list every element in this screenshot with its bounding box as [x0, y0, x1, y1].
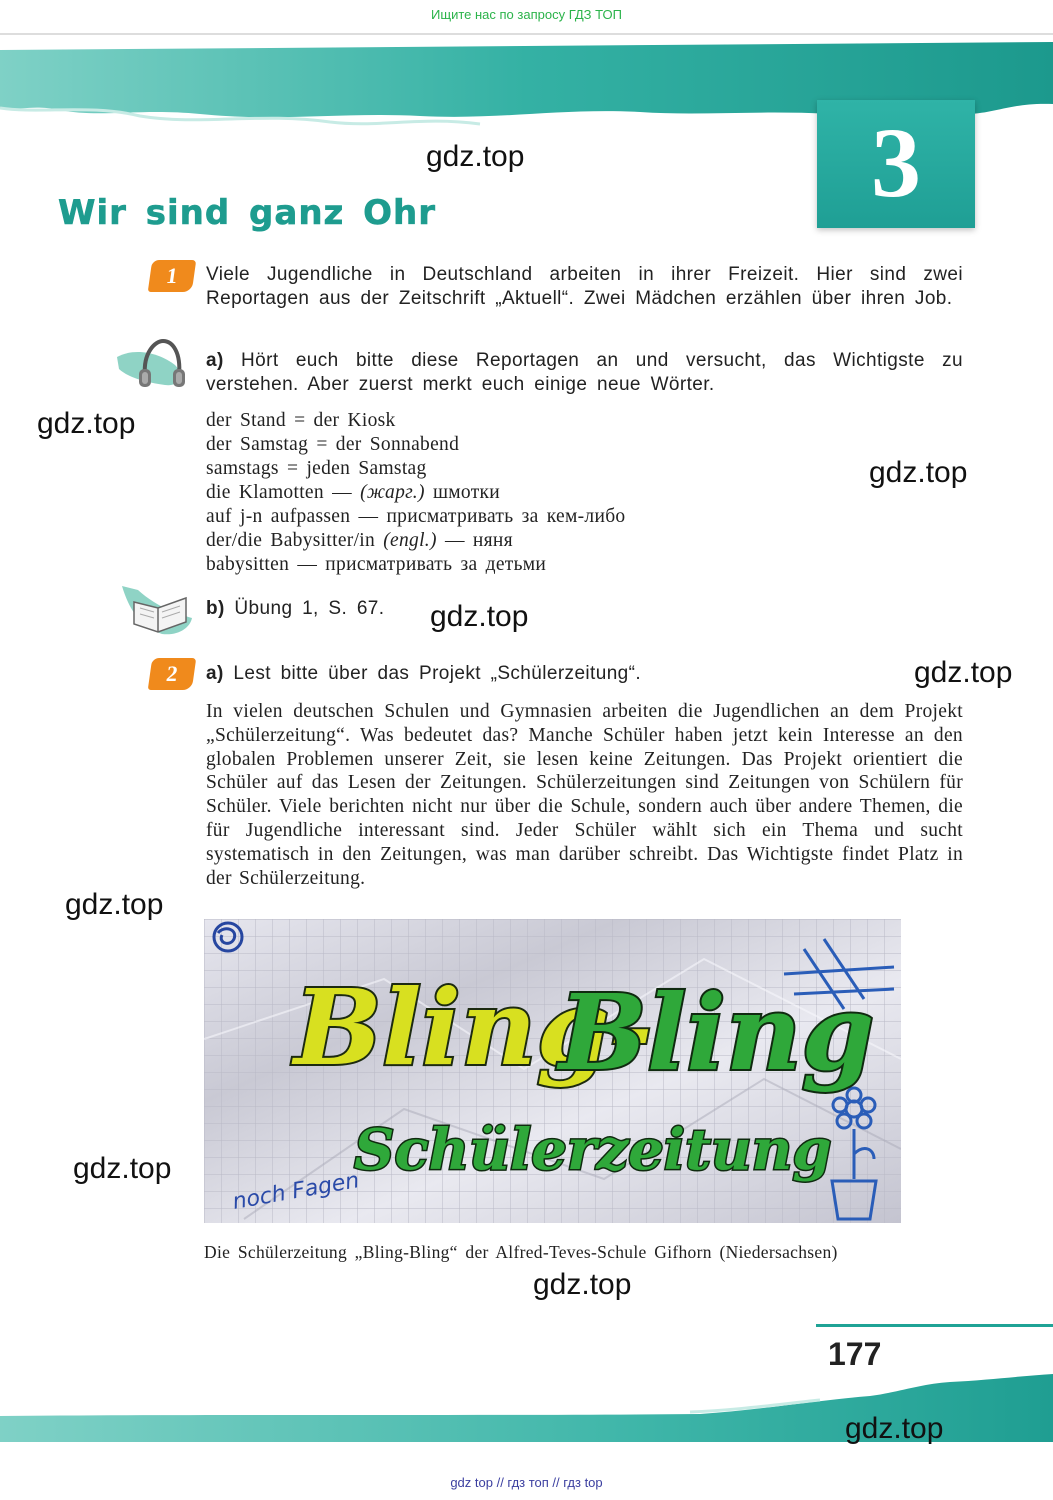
task1-a: [206, 349, 963, 397]
page-number-rule: [816, 1324, 1053, 1327]
watermark: gdz.top: [914, 656, 1013, 689]
vocab-item: auf j-n aufpassen — присматривать за кем-либо: [206, 506, 626, 527]
task1-a-label: a): [206, 350, 224, 371]
vocab-item: der/die Babysitter/in (engl.) — няня: [206, 530, 513, 551]
task1-b-text: Übung 1, S. 67.: [234, 598, 385, 619]
vocab-item: der Stand = der Kiosk: [206, 410, 396, 431]
watermark: gdz.top: [845, 1412, 944, 1445]
headphones-icon: [115, 335, 195, 395]
page-number: 177: [828, 1336, 882, 1372]
vocabulary-list: [206, 409, 625, 577]
watermark: gdz.top: [65, 888, 164, 921]
watermark: gdz.top: [426, 140, 525, 173]
watermark: gdz.top: [869, 456, 968, 489]
vocab-item: samstags = jeden Samstag: [206, 458, 427, 479]
top-banner-note: Ищите нас по запросу ГДЗ ТОП: [431, 7, 622, 22]
task1-a-text: Hört euch bitte diese Reportagen an und versucht, das Wichtigste zu verstehen. Aber zuerst merkt euch einige neue Wörter.: [206, 350, 963, 395]
book-icon: [118, 578, 194, 638]
task1-b-label: b): [206, 598, 225, 619]
watermark: gdz.top: [37, 407, 136, 440]
task-number-badge: 2: [148, 658, 196, 690]
svg-text:noch Fagen: noch Fagen: [230, 1168, 362, 1215]
task2-a-label: a): [206, 663, 224, 684]
page-title: Wir sind ganz Ohr: [58, 193, 437, 233]
image-caption: Die Schülerzeitung „Bling-Bling“ der Alfred-Teves-Schule Gifhorn (Niedersachsen): [204, 1242, 838, 1262]
chapter-number: 3: [871, 107, 921, 218]
task2-a-text: Lest bitte über das Projekt „Schülerzeitung“.: [233, 663, 642, 684]
bottom-banner-note: gdz top // гдз топ // гдз top: [450, 1475, 603, 1490]
task1-intro: Viele Jugendliche in Deutschland arbeiten in ihrer Freizeit. Hier sind zwei Reportagen aus der Zeitschrift „Aktuell“. Zwei Mädchen erzählen über ihren Job.: [206, 264, 963, 309]
watermark: gdz.top: [73, 1152, 172, 1185]
svg-text:Schülerzeitung: Schülerzeitung: [354, 1117, 832, 1183]
svg-text:Bling-: Bling-: [294, 966, 653, 1089]
task2-a: [206, 662, 641, 686]
watermark: gdz.top: [533, 1268, 632, 1301]
task1-b: [206, 597, 384, 621]
vocab-item: der Samstag = der Sonnabend: [206, 434, 460, 455]
vocab-item: babysitten — присматривать за детьми: [206, 554, 547, 575]
watermark: gdz.top: [430, 600, 529, 633]
task-number-badge: 1: [148, 260, 196, 292]
svg-text:Bling: Bling: [559, 971, 875, 1094]
newspaper-logo-image: [204, 919, 901, 1223]
vocab-item: die Klamotten — (жарг.) шмотки: [206, 482, 501, 503]
task2-paragraph: In vielen deutschen Schulen und Gymnasien arbeiten die Jugendlichen an dem Projekt „Schülerzeitung“. Was bedeutet das? Manche Schüler haben jetzt kein Interesse an den globalen Problemen unserer Zeit, sie lesen keine Zeitungen. Das Projekt orientiert die Schüler auf das Lesen der Zeitungen. Schülerzeitungen sind Zeitungen von Schülern für Schüler. Viele berichten nicht nur über die Schule, sondern auch über andere Themen, die für Jugendliche interessant sind. Jeder Schüler wählt sich ein Thema und sucht systematisch in den Zeitungen, was man darüber schreibt. Das Wichtigste findet Platz in der Schülerzeitung.: [206, 701, 963, 889]
